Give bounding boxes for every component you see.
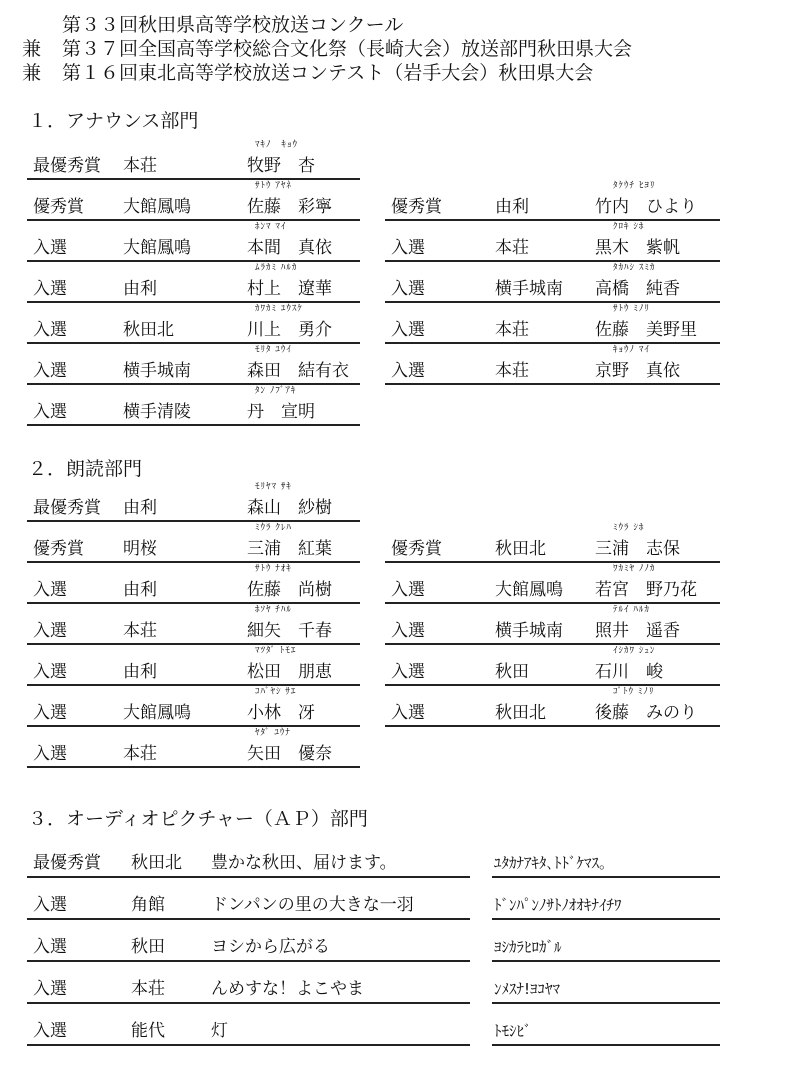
name-ruby: ｺﾊﾞﾔｼ ｻｴ (255, 687, 297, 697)
school-cell: 由利 (123, 279, 157, 299)
name-ruby: ｻﾄｳ ﾅｵｷ (255, 564, 292, 574)
award-cell: 優秀賞 (391, 197, 442, 217)
award-cell: 入選 (391, 361, 425, 381)
table-row (385, 687, 720, 727)
work-title-cell: んめすな！よこやま (211, 979, 364, 999)
header-line1: 第３３回秋田県高等学校放送コンクール (62, 14, 404, 36)
table-row (27, 345, 360, 385)
school-cell: 本荘 (123, 744, 157, 764)
school-cell: 由利 (123, 580, 157, 600)
award-cell: 入選 (33, 703, 67, 723)
table-row (27, 646, 360, 686)
kana-reading-row (492, 1008, 720, 1046)
name-cell: 佐藤 美野里 (595, 320, 697, 340)
school-cell: 秋田北 (495, 703, 546, 723)
school-cell: 大館鳳鳴 (123, 197, 191, 217)
table-row (385, 564, 720, 604)
table-row (27, 222, 360, 262)
name-cell: 本間 真依 (247, 238, 332, 258)
name-cell: 川上 勇介 (247, 320, 332, 340)
table-row (385, 523, 720, 563)
kana-reading-row (492, 924, 720, 962)
name-cell: 佐藤 尚樹 (247, 580, 332, 600)
name-ruby: ﾏﾂﾀﾞ ﾄﾓｴ (255, 646, 297, 656)
award-cell: 入選 (33, 621, 67, 641)
name-ruby: ﾎｿﾔ ﾁﾊﾙ (255, 605, 292, 615)
name-cell: 森山 紗樹 (247, 498, 332, 518)
school-cell: 秋田北 (495, 539, 546, 559)
name-ruby: ﾓﾘﾀ ﾕｳｲ (255, 345, 292, 355)
award-cell: 入選 (33, 1021, 67, 1041)
table-row (27, 728, 360, 768)
name-cell: 黒木 紫帆 (595, 238, 680, 258)
name-ruby: ｲｼｶﾜ ｼｭﾝ (613, 646, 656, 656)
table-row (385, 263, 720, 303)
header-line3-prefix: 兼 (22, 62, 42, 84)
name-ruby: ﾐｳﾗ ｸﾚﾊ (255, 523, 292, 533)
award-cell: 入選 (33, 279, 67, 299)
table-row (385, 345, 720, 385)
work-title-cell: 灯 (211, 1021, 228, 1041)
name-cell: 村上 遼華 (247, 279, 332, 299)
school-cell: 由利 (123, 662, 157, 682)
header-line2: 第３７回全国高等学校総合文化祭（長崎大会）放送部門秋田県大会 (62, 38, 633, 60)
name-cell: 小林 冴 (247, 703, 315, 723)
name-ruby: ﾏｷﾉ ｷｮｳ (255, 140, 299, 150)
section-title-announce: １．アナウンス部門 (28, 110, 199, 132)
school-cell: 本荘 (495, 238, 529, 258)
award-cell: 入選 (33, 937, 67, 957)
table-row (27, 386, 360, 426)
award-cell: 入選 (33, 979, 67, 999)
award-cell: 入選 (391, 621, 425, 641)
award-cell: 入選 (391, 662, 425, 682)
table-row (27, 263, 360, 303)
kana-reading-cell: ﾄﾞﾝﾊﾟﾝﾉｻﾄﾉｵｵｷﾅｲﾁﾜ (494, 896, 622, 914)
name-cell: 高橋 純香 (595, 279, 680, 299)
table-row (385, 181, 720, 221)
school-cell: 本荘 (123, 156, 157, 176)
award-cell: 入選 (391, 279, 425, 299)
table-row (27, 882, 470, 920)
name-cell: 細矢 千春 (247, 621, 332, 641)
school-cell: 大館鳳鳴 (123, 238, 191, 258)
award-cell: 入選 (33, 402, 67, 422)
school-cell: 本荘 (495, 361, 529, 381)
kana-reading-cell: ﾝﾒｽﾅ!ﾖｺﾔﾏ (494, 980, 561, 998)
table-row (27, 482, 360, 522)
name-cell: 竹内 ひより (595, 197, 697, 217)
award-cell: 最優秀賞 (33, 853, 101, 873)
kana-reading-row (492, 882, 720, 920)
award-cell: 入選 (391, 320, 425, 340)
name-ruby: ﾑﾗｶﾐ ﾊﾙｶ (255, 263, 298, 273)
table-row (27, 1008, 470, 1046)
award-cell: 優秀賞 (33, 539, 84, 559)
award-cell: 入選 (33, 662, 67, 682)
name-ruby: ﾐｳﾗ ｼﾎ (613, 523, 645, 533)
award-cell: 入選 (33, 744, 67, 764)
school-cell: 秋田北 (123, 320, 174, 340)
school-cell: 横手城南 (123, 361, 191, 381)
school-cell: 秋田 (131, 937, 165, 957)
name-cell: 松田 朋恵 (247, 662, 332, 682)
award-cell: 優秀賞 (33, 197, 84, 217)
table-row (27, 181, 360, 221)
name-ruby: ｻﾄｳ ﾐﾉﾘ (613, 304, 650, 314)
name-ruby: ﾓﾘﾔﾏ ｻｷ (255, 482, 292, 492)
school-cell: 秋田北 (131, 853, 182, 873)
name-ruby: ﾃﾙｲ ﾊﾙｶ (613, 605, 650, 615)
name-ruby: ｻﾄｳ ｱﾔﾈ (255, 181, 292, 191)
award-cell: 入選 (391, 238, 425, 258)
kana-reading-row (492, 840, 720, 878)
table-row (27, 140, 360, 180)
award-cell: 最優秀賞 (33, 498, 101, 518)
name-cell: 石川 峻 (595, 662, 663, 682)
name-ruby: ﾜｶﾐﾔ ﾉﾉｶ (613, 564, 656, 574)
table-row (27, 523, 360, 563)
school-cell: 本荘 (495, 320, 529, 340)
section-title-ap: ３．オーディオピクチャー（ＡＰ）部門 (28, 808, 368, 830)
award-cell: 入選 (33, 238, 67, 258)
school-cell: 由利 (495, 197, 529, 217)
school-cell: 横手清陵 (123, 402, 191, 422)
school-cell: 本荘 (123, 621, 157, 641)
section-title-reading: ２．朗読部門 (28, 458, 143, 480)
header-line2-prefix: 兼 (22, 38, 42, 60)
work-title-cell: 豊かな秋田、届けます。 (211, 853, 397, 873)
award-cell: 入選 (33, 361, 67, 381)
name-cell: 森田 結有衣 (247, 361, 349, 381)
school-cell: 横手城南 (495, 621, 563, 641)
kana-reading-row (492, 966, 720, 1004)
table-row (27, 840, 470, 878)
name-cell: 三浦 志保 (595, 539, 680, 559)
table-row (385, 222, 720, 262)
school-cell: 由利 (123, 498, 157, 518)
table-row (27, 304, 360, 344)
award-cell: 最優秀賞 (33, 156, 101, 176)
name-cell: 後藤 みのり (595, 703, 697, 723)
table-row (385, 304, 720, 344)
table-row (385, 646, 720, 686)
school-cell: 能代 (131, 1021, 165, 1041)
name-ruby: ﾎﾝﾏ ﾏｲ (255, 222, 287, 232)
school-cell: 大館鳳鳴 (123, 703, 191, 723)
name-cell: 照井 遥香 (595, 621, 680, 641)
award-cell: 入選 (33, 580, 67, 600)
name-cell: 若宮 野乃花 (595, 580, 697, 600)
table-row (27, 924, 470, 962)
work-title-cell: ドンパンの里の大きな一羽 (211, 895, 414, 915)
name-ruby: ﾔﾀﾞ ﾕｳﾅ (255, 728, 291, 738)
name-cell: 牧野 杏 (247, 156, 315, 176)
name-ruby: ｺﾞﾄｳ ﾐﾉﾘ (613, 687, 655, 697)
name-cell: 矢田 優奈 (247, 744, 332, 764)
award-cell: 入選 (33, 320, 67, 340)
kana-reading-cell: ﾄﾓｼﾋﾞ (494, 1022, 532, 1040)
school-cell: 秋田 (495, 662, 529, 682)
school-cell: 大館鳳鳴 (495, 580, 563, 600)
name-ruby: ｶﾜｶﾐ ﾕｳｽｹ (255, 304, 303, 314)
header-line3: 第１６回東北高等学校放送コンテスト（岩手大会）秋田県大会 (62, 62, 594, 84)
table-row (385, 605, 720, 645)
name-ruby: ﾀｶﾊｼ ｽﾐｶ (613, 263, 656, 273)
award-cell: 優秀賞 (391, 539, 442, 559)
name-cell: 三浦 紅葉 (247, 539, 332, 559)
name-cell: 丹 宣明 (247, 402, 315, 422)
kana-reading-cell: ﾖｼｶﾗﾋﾛｶﾞﾙ (494, 938, 562, 956)
name-ruby: ｷｮｳﾉ ﾏｲ (613, 345, 650, 355)
name-ruby: ｸﾛｷ ｼﾎ (613, 222, 645, 232)
table-row (27, 564, 360, 604)
award-cell: 入選 (33, 895, 67, 915)
table-row (27, 605, 360, 645)
award-cell: 入選 (391, 580, 425, 600)
school-cell: 本荘 (131, 979, 165, 999)
name-ruby: ﾀｹｳﾁ ﾋﾖﾘ (613, 181, 656, 191)
table-row (27, 687, 360, 727)
school-cell: 横手城南 (495, 279, 563, 299)
name-ruby: ﾀﾝ ﾉﾌﾞｱｷ (255, 386, 297, 396)
name-cell: 京野 真依 (595, 361, 680, 381)
award-cell: 入選 (391, 703, 425, 723)
school-cell: 角館 (131, 895, 165, 915)
school-cell: 明桜 (123, 539, 157, 559)
work-title-cell: ヨシから広がる (211, 937, 330, 957)
name-cell: 佐藤 彩寧 (247, 197, 332, 217)
table-row (27, 966, 470, 1004)
kana-reading-cell: ﾕﾀｶﾅｱｷﾀ､ﾄﾄﾞｹﾏｽ｡ (494, 854, 607, 872)
